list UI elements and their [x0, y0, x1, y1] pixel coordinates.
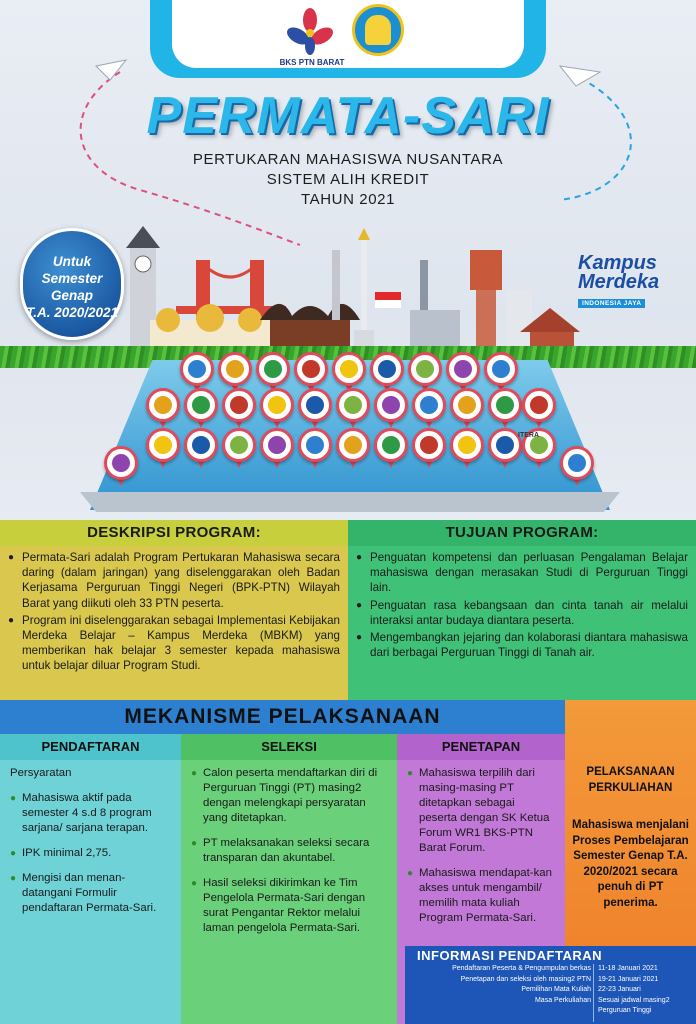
informasi-heading: INFORMASI PENDAFTARAN [417, 948, 603, 963]
university-emblem-icon [568, 454, 586, 472]
university-emblem-icon [306, 436, 324, 454]
university-emblem-icon [416, 360, 434, 378]
program-title: PERMATA-SARI [146, 87, 550, 145]
schedule-date: 11-18 Januari 2021 [598, 965, 658, 972]
pin-head [332, 352, 366, 386]
pendaftaran-body [0, 760, 181, 916]
itera-label: ITERA [518, 432, 539, 439]
university-pin-icon [222, 428, 256, 468]
university-emblem-icon [112, 454, 130, 472]
schedule-label: Penetapan dan seleksi oleh masing2 PTN [460, 975, 591, 983]
university-pin-icon [374, 428, 408, 468]
badge-line: Semester Genap [41, 271, 103, 303]
university-pin-icon [412, 388, 446, 428]
pin-head [104, 446, 138, 480]
pendaftaran-intro: Persyaratan [10, 767, 72, 779]
list-item: ● Mahasiswa terpilih dari masing-masing PT ditetapkan sebagai peserta dengan SK Ketua Forum WR1 BKS-PTN Barat Forum. [407, 766, 555, 856]
deskripsi-program-section [0, 520, 348, 700]
list-item: ● Penguatan rasa kebangsaan dan cinta tanah air melalui interaksi antar budaya diantara peserta. [356, 598, 688, 628]
badge-line: T.A. 2020/2021 [25, 305, 119, 320]
seleksi-heading: SELEKSI [181, 734, 397, 760]
university-emblem-icon [230, 436, 248, 454]
list-item: ● Permata-Sari adalah Program Pertukaran Mahasiswa secara daring (dalam jaringan) yang diselenggarakan oleh Badan Kerjasama Perguruan Tinggi Negeri (BPK-PTN) Wilayah Barat yang diikuti oleh 33 PTN peserta. [8, 550, 340, 611]
tujuan-program-section [348, 520, 696, 700]
pin-head [374, 428, 408, 462]
pin-head [336, 428, 370, 462]
list-item: ● Mahasiswa aktif pada semester 4 s.d 8 program sarjana/ sarjana terapan. [10, 791, 171, 836]
pin-head [446, 352, 480, 386]
pin-head [294, 352, 328, 386]
university-pin-icon [146, 388, 180, 428]
pin-head [560, 446, 594, 480]
informasi-labels [405, 964, 591, 1006]
university-emblem-icon [492, 360, 510, 378]
university-pin-icon [374, 388, 408, 428]
university-emblem-icon [226, 360, 244, 378]
pendaftaran-heading: PENDAFTARAN [0, 734, 181, 760]
university-pin-icon [260, 388, 294, 428]
pin-head [298, 428, 332, 462]
list-item: ● PT melaksanakan seleksi secara transparan dan akuntabel. [191, 836, 387, 866]
university-emblem-icon [458, 436, 476, 454]
university-pin-icon [184, 388, 218, 428]
deskripsi-list [0, 546, 348, 674]
university-emblem-icon [268, 396, 286, 414]
university-pin-icon [488, 388, 522, 428]
tujuan-heading: TUJUAN PROGRAM: [348, 520, 696, 546]
kampus-merdeka-tagline: INDONESIA JAYA [578, 299, 645, 308]
seleksi-column [181, 734, 397, 1024]
university-pin-icon [522, 388, 556, 428]
university-emblem-icon [454, 360, 472, 378]
paper-plane-icon [96, 60, 126, 80]
pendaftaran-column [0, 734, 181, 1024]
program-subtitle [0, 150, 696, 210]
paper-plane-icon [560, 66, 600, 86]
info-divider [593, 964, 594, 1022]
pin-head [298, 388, 332, 422]
university-pin-icon [408, 352, 442, 392]
pin-head [180, 352, 214, 386]
schedule-label: Pendaftaran Peserta & Pengumpulan berkas [452, 965, 591, 972]
university-emblem-icon [192, 436, 210, 454]
university-emblem-icon [382, 396, 400, 414]
university-pin-icon [412, 428, 446, 468]
university-pin-icon [294, 352, 328, 392]
tujuan-list [348, 546, 696, 660]
schedule-date: Sesuai jadwal masing2 [598, 996, 670, 1004]
badge-line: Untuk [52, 254, 92, 269]
university-emblem-icon [530, 396, 548, 414]
schedule-date: 19-21 Januari 2021 [598, 975, 659, 983]
university-pin-icon [298, 388, 332, 428]
university-emblem-icon [192, 396, 210, 414]
university-emblem-icon [268, 436, 286, 454]
pin-head [218, 352, 252, 386]
university-pin-icon [222, 388, 256, 428]
informasi-dates [598, 964, 696, 1017]
university-emblem-icon [344, 396, 362, 414]
pin-head [260, 388, 294, 422]
subtitle-line: TAHUN 2021 [300, 191, 396, 208]
list-item: ● IPK minimal 2,75. [10, 846, 171, 861]
university-emblem-icon [496, 436, 514, 454]
pin-head [222, 428, 256, 462]
university-pin-icon [298, 428, 332, 468]
perkuliahan-heading-line: PERKULIAHAN [588, 782, 673, 794]
university-pin-icon [450, 388, 484, 428]
university-emblem-icon [154, 436, 172, 454]
schedule-date: 22-23 Januari [598, 986, 641, 993]
university-pin-icon [446, 352, 480, 392]
university-emblem-icon [306, 396, 324, 414]
pin-head [370, 352, 404, 386]
pin-head [260, 428, 294, 462]
university-pin-icon [336, 388, 370, 428]
list-item: ● Program ini diselenggarakan sebagai Implementasi Kebijakan Merdeka Belajar – Kampus Merdeka (MBKM) yang memberikan hak belajar 3 semester kepada mahasiswa untuk belajar diluar Program Studi. [8, 613, 340, 674]
bks-logo-text: BKS PTN BARAT [279, 58, 345, 67]
pin-head [184, 428, 218, 462]
informasi-pendaftaran-box [405, 946, 696, 1024]
pin-head [408, 352, 442, 386]
subtitle-line: SISTEM ALIH KREDIT [266, 171, 430, 188]
list-item: ● Mahasiswa mendapat-kan akses untuk mengambil/ memilih mata kuliah Program Permata-Sari. [407, 866, 555, 926]
university-pin-icon [370, 352, 404, 392]
kampus-merdeka-line2: Merdeka [578, 271, 660, 293]
schedule-label: Pemilihan Mata Kuliah [521, 986, 591, 993]
subtitle-line: PERTUKARAN MAHASISWA NUSANTARA [192, 151, 504, 168]
pin-head [256, 352, 290, 386]
university-emblem-icon [230, 396, 248, 414]
university-pin-icon [256, 352, 290, 392]
mekanisme-heading: MEKANISME PELAKSANAAN [124, 705, 441, 728]
pin-head [184, 388, 218, 422]
university-emblem-icon [188, 360, 206, 378]
university-emblem-icon [344, 436, 362, 454]
university-emblem-icon [458, 396, 476, 414]
university-pin-icon [180, 352, 214, 392]
pin-head [146, 388, 180, 422]
university-pin-icon [336, 428, 370, 468]
perkuliahan-heading-line: PELAKSANAAN [586, 766, 675, 778]
university-pin-icon [146, 428, 180, 468]
list-item: ● Calon peserta mendaftarkan diri di Perguruan Tinggi (PT) masing2 dengan melengkapi persyaratan yang ditetapkan. [191, 766, 387, 826]
university-pin-icon [488, 428, 522, 468]
pin-head [484, 352, 518, 386]
pin-head [488, 428, 522, 462]
university-emblem-icon [382, 436, 400, 454]
perkuliahan-heading [565, 764, 696, 796]
university-emblem-icon [302, 360, 320, 378]
seleksi-body [181, 760, 397, 936]
university-pin-icon [560, 446, 594, 486]
pin-head [412, 388, 446, 422]
university-emblem-icon [340, 360, 358, 378]
map-base [80, 492, 620, 512]
pin-head [488, 388, 522, 422]
landmarks-skyline [120, 220, 590, 360]
pin-head [522, 388, 556, 422]
pin-head [450, 388, 484, 422]
university-pin-icon [184, 428, 218, 468]
pin-head [374, 388, 408, 422]
university-pin-icon [484, 352, 518, 392]
pin-head [450, 428, 484, 462]
list-item: ● Penguatan kompetensi dan perluasan Pengalaman Belajar mahasiswa dengan merasakan Studi di Perguruan Tinggi lain. [356, 550, 688, 596]
pin-head [146, 428, 180, 462]
list-item: ● Mengembangkan jejaring dan kolaborasi diantara mahasiswa dari berbagai Perguruan Tinggi di Tanah air. [356, 630, 688, 660]
kampus-merdeka-logo [578, 254, 688, 310]
schedule-label: Masa Perkuliahan [534, 996, 591, 1004]
pin-head [336, 388, 370, 422]
list-item: ● Hasil seleksi dikirimkan ke Tim Pengelola Permata-Sari dengan surat Pengantar Rektor melalui laman pengelola Permata-Sari. [191, 876, 387, 936]
university-pin-icon [104, 446, 138, 486]
university-emblem-icon [420, 436, 438, 454]
schedule-date: Perguruan Tinggi [598, 1007, 652, 1014]
university-pin-icon [260, 428, 294, 468]
university-pin-icon [332, 352, 366, 392]
university-pin-icon [218, 352, 252, 392]
list-item: ● Mengisi dan menan-datangani Formulir pendaftaran Permata-Sari. [10, 871, 171, 916]
pin-head [412, 428, 446, 462]
penetapan-heading: PENETAPAN [397, 734, 565, 760]
university-pin-icon [450, 428, 484, 468]
kampus-merdeka-line1: Kampus [578, 252, 657, 274]
semester-badge [20, 228, 124, 340]
perkuliahan-body: Mahasiswa menjalani Proses Pembelajaran Semester Genap T.A. 2020/2021 secara penuh di PT penerima. [572, 819, 689, 909]
penetapan-body [397, 760, 565, 926]
deskripsi-heading: DESKRIPSI PROGRAM: [0, 520, 348, 546]
university-emblem-icon [264, 360, 282, 378]
university-emblem-icon [378, 360, 396, 378]
university-emblem-icon [496, 396, 514, 414]
university-emblem-icon [420, 396, 438, 414]
university-emblem-icon [154, 396, 172, 414]
pin-head [222, 388, 256, 422]
